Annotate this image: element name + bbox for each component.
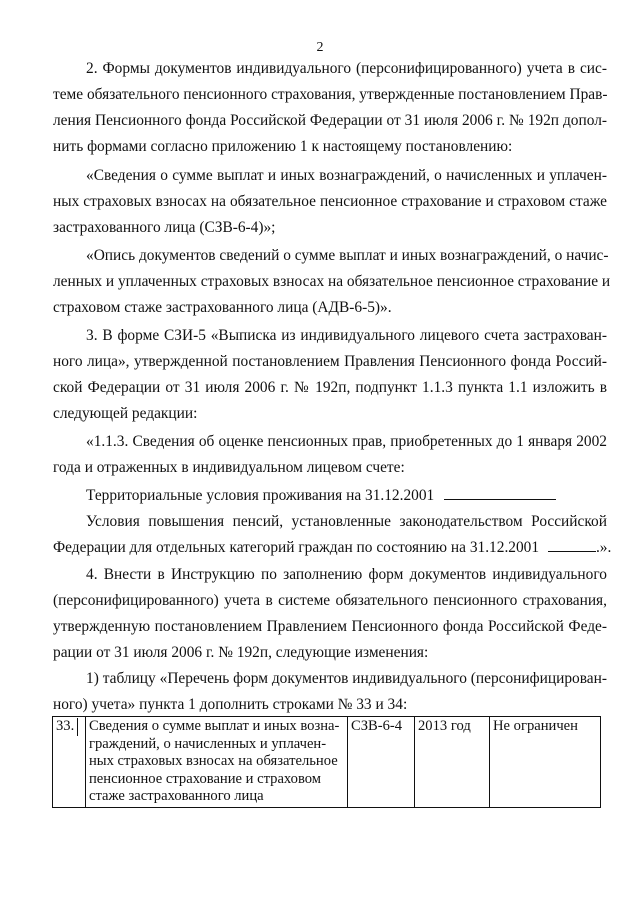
row-form-code: СЗВ-6-4 [348, 717, 415, 808]
form-adv-line-1: «Опись документов сведений о сумме выплат и иных вознаграждений, о начис- [86, 247, 609, 264]
conditions-line-1: Условия повышения пенсий, установленные законодательством Российской [86, 513, 607, 530]
row-limit: Не ограничен [490, 717, 601, 808]
row-description-line: граждений, о начисленных и уплачен- [89, 735, 327, 752]
form-adv-line-2: ленных и уплаченных страховых взносах на обязательное пенсионное страхование и [53, 273, 611, 290]
para-3-line-1: 3. В форме СЗИ-5 «Выписка из индивидуального лицевого счета застрахован- [86, 327, 607, 344]
para-4-line-1: 4. Внести в Инструкцию по заполнению форм документов индивидуального [86, 566, 607, 583]
sub-113-line-1: «1.1.3. Сведения об оценке пенсионных прав, приобретенных до 1 января 2002 [86, 433, 607, 450]
para-3-line-3: ской Федерации от 31 июля 2006 г. № 192п, подпункт 1.1.3 пункта 1.1 изложить в [53, 379, 607, 396]
para-4-line-2: (персонифицированного) учета в системе обязательного пенсионного страхования, [53, 592, 607, 609]
row-description-line: пенсионное страхование и страховом [89, 770, 322, 787]
territorial-label: Территориальные условия проживания на 31.12.2001 [86, 487, 435, 504]
table-row [53, 717, 601, 808]
row-description-cell [86, 717, 348, 808]
row-description-line: Сведения о сумме выплат и иных возна- [89, 718, 340, 734]
row-number-cell [53, 717, 86, 808]
sub-1-line-2: ного) учета» пункта 1 дополнить строками № 33 и 34: [53, 696, 408, 713]
page-number: 2 [316, 40, 324, 55]
conditions-line-2 [53, 539, 612, 557]
form-adv-line-3: страховом стаже застрахованного лица (АДВ-6-5)». [53, 299, 392, 316]
form-szv-line-1: «Сведения о сумме выплат и иных вознаграждений, о начисленных и уплачен- [86, 167, 607, 184]
form-szv-line-2: ных страховых взносах на обязательное пенсионное страхование и страховом стаже [53, 193, 607, 210]
forms-table [52, 716, 601, 808]
row-description-line: ных страховых взносах на обязательное [89, 753, 338, 770]
para-3-line-4: следующей редакции: [53, 405, 198, 422]
sub-1-line-1: 1) таблицу «Перечень форм документов индивидуального (персонифицирован- [86, 670, 607, 687]
para-3-line-2: ного лица», утвержденной постановлением Правления Пенсионного фонда Россий- [53, 353, 607, 370]
para-2-line-1: 2. Формы документов индивидуального (персонифицированного) учета в сис- [86, 60, 607, 77]
para-4-line-3: утвержденную постановлением Правлением Пенсионного фонда Российской Феде- [53, 618, 607, 635]
territorial-blank [444, 487, 556, 500]
para-4-line-4: рации от 31 июля 2006 г. № 192п, следующие изменения: [53, 644, 429, 661]
sub-113-line-2: года и отраженных в индивидуальном лицевом счете: [53, 459, 405, 476]
row-description-line: стаже застрахованного лица [89, 788, 264, 805]
row-number: 33. [56, 718, 78, 736]
conditions-blank [548, 539, 596, 552]
conditions-text: Федерации для отдельных категорий граждан по состоянию на 31.12.2001 [53, 539, 540, 556]
row-year: 2013 год [415, 717, 490, 808]
para-2-line-4: нить формами согласно приложению 1 к настоящему постановлению: [53, 138, 513, 155]
form-szv-line-3: застрахованного лица (СЗВ-6-4)»; [53, 219, 276, 236]
para-2-line-3: ления Пенсионного фонда Российской Федерации от 31 июля 2006 г. № 192п допол- [53, 112, 607, 129]
conditions-end: .». [595, 539, 612, 556]
para-2-line-2: теме обязательного пенсионного страхования, утвержденные постановлением Прав- [53, 86, 608, 103]
territorial-line [86, 487, 607, 505]
